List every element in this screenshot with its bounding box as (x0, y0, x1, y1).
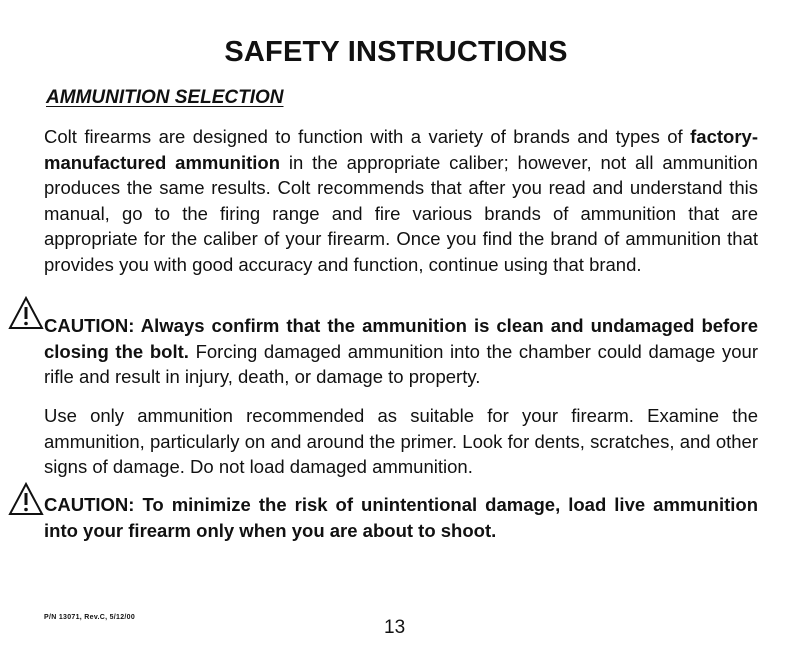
paragraph1-text-b: in the appropriate caliber; however, not all ammunition produces the same results. Colt recommends that after you read and understand this manual, go to the firing range and fire various brands of ammunition that are appropriate for the caliber of your firearm. Once you find the brand of ammunition that provides you with good accuracy and function, continue using that brand. (44, 151, 758, 275)
part-number: P/N 13071, Rev.C, 5/12/00 (44, 614, 136, 621)
warning-triangle-icon (8, 296, 44, 330)
paragraph-ammunition-intro (44, 124, 758, 277)
section-heading: AMMUNITION SELECTION (46, 87, 284, 108)
page-title: SAFETY INSTRUCTIONS (224, 36, 568, 68)
caution-clean-ammunition (44, 313, 758, 390)
paragraph-examine-ammunition: Use only ammunition recommended as suitable for your firearm. Examine the ammunition, particularly on and around the primer. Look for dents, scratches, and other signs of damage. Do not load damaged ammunition. (44, 405, 758, 477)
caution-load-live-ammunition: CAUTION: To minimize the risk of unintentional damage, load live ammunition into your firearm only when you are about to shoot. (44, 494, 758, 541)
caution1-bold-text: CAUTION: Always confirm that the ammunition is clean and undamaged before closing the bolt. (44, 315, 758, 362)
paragraph1-bold-text: factory-manufactured ammunition (44, 126, 758, 173)
warning-triangle-icon (8, 482, 44, 516)
page-number: 13 (384, 617, 406, 638)
paragraph1-text-a: Colt firearms are designed to function with a variety of brands and types of (44, 126, 691, 147)
caution1-text: Forcing damaged ammunition into the chamber could damage your rifle and result in injury, death, or damage to property. (44, 340, 758, 387)
